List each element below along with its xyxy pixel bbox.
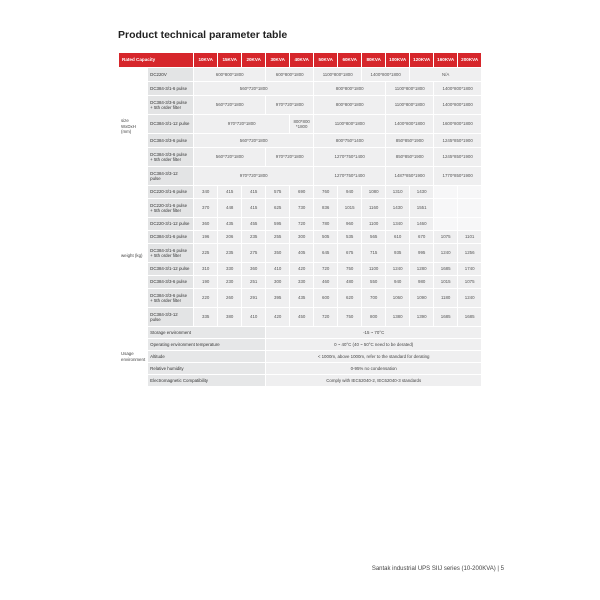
weight-row-label: DC384-3/1-6 pulse + 5th order filter <box>148 244 194 263</box>
weight-value-cell: 410 <box>242 308 266 327</box>
weight-section <box>119 186 482 327</box>
weight-value-cell: 535 <box>338 231 362 244</box>
weight-value-cell: 675 <box>338 244 362 263</box>
weight-value-cell: 1015 <box>434 276 458 289</box>
weight-value-cell: 1430 <box>410 186 434 199</box>
weight-value-cell: 600 <box>314 289 338 308</box>
size-value-cell: 560*720*1800 <box>194 134 314 148</box>
capacity-header: 60KVA <box>338 53 362 68</box>
weight-value-cell: 255 <box>266 231 290 244</box>
weight-value-cell: 780 <box>314 218 338 231</box>
weight-value-cell: 1100 <box>362 218 386 231</box>
environment-group-label: Usage environment <box>119 327 148 387</box>
page-title: Product technical parameter table <box>118 29 288 41</box>
weight-row-label: DC384-3/3-6 pulse + 5th order filter <box>148 289 194 308</box>
size-row-label: DC220V <box>148 68 194 82</box>
weight-value-cell: 448 <box>218 199 242 218</box>
capacity-header: 100KVA <box>386 53 410 68</box>
environment-value-cell: Comply with IEC62040-2, IEC62040-3 standards <box>266 375 482 387</box>
weight-value-cell: 1180 <box>434 289 458 308</box>
size-value-cell: 1100*800*1800 <box>314 115 386 134</box>
weight-value-cell: 1685 <box>434 263 458 276</box>
environment-row-label: Relative humidity <box>148 363 266 375</box>
weight-value-cell: 1080 <box>362 186 386 199</box>
weight-value-cell <box>458 199 482 218</box>
weight-value-cell: 335 <box>194 308 218 327</box>
weight-value-cell: 1100 <box>362 263 386 276</box>
size-value-cell: 1487*850*1900 <box>386 167 434 186</box>
size-value-cell: 1270*750*1400 <box>314 148 386 167</box>
environment-section <box>119 327 482 387</box>
weight-value-cell: 1380 <box>386 308 410 327</box>
capacity-header: 15KVA <box>218 53 242 68</box>
size-value-cell: 800*800 *1800 <box>290 115 314 134</box>
size-group-label: size WxDxH (mm) <box>119 68 148 186</box>
environment-row <box>119 363 482 375</box>
weight-value-cell: 300 <box>266 276 290 289</box>
weight-value-cell: 1160 <box>362 199 386 218</box>
weight-row <box>119 276 482 289</box>
weight-value-cell: 505 <box>314 231 338 244</box>
weight-row <box>119 308 482 327</box>
weight-value-cell: 410 <box>266 263 290 276</box>
weight-row <box>119 244 482 263</box>
weight-value-cell: 1280 <box>410 263 434 276</box>
weight-value-cell: 1685 <box>458 308 482 327</box>
weight-value-cell: 420 <box>290 263 314 276</box>
weight-value-cell: 960 <box>338 218 362 231</box>
weight-value-cell: 1101 <box>458 231 482 244</box>
size-value-cell: 970*720*1800 <box>194 115 290 134</box>
capacity-header: 120KVA <box>410 53 434 68</box>
weight-row <box>119 231 482 244</box>
weight-value-cell: 995 <box>410 244 434 263</box>
weight-value-cell: 196 <box>194 231 218 244</box>
capacity-header: 10KVA <box>194 53 218 68</box>
capacity-header: 80KVA <box>362 53 386 68</box>
size-row <box>119 68 482 82</box>
weight-value-cell: 1740 <box>458 263 482 276</box>
weight-value-cell: 1060 <box>386 289 410 308</box>
weight-value-cell: 415 <box>242 199 266 218</box>
weight-value-cell: 935 <box>386 244 410 263</box>
weight-value-cell: 730 <box>290 199 314 218</box>
weight-value-cell: 450 <box>290 308 314 327</box>
weight-value-cell <box>434 218 458 231</box>
weight-row-label: DC384-3/1-6 pulse <box>148 231 194 244</box>
size-value-cell: 1245*850*1900 <box>434 134 482 148</box>
size-value-cell: 850*850*1900 <box>386 134 434 148</box>
size-value-cell: 1770*850*1900 <box>434 167 482 186</box>
size-value-cell: 800*800*1800 <box>314 82 386 96</box>
weight-value-cell: 415 <box>218 186 242 199</box>
weight-value-cell: 645 <box>314 244 338 263</box>
size-value-cell: 1400*800*1800 <box>434 82 482 96</box>
capacity-header: 200KVA <box>458 53 482 68</box>
weight-value-cell: 405 <box>290 244 314 263</box>
technical-parameter-table <box>118 52 482 387</box>
weight-value-cell: 395 <box>266 289 290 308</box>
environment-row <box>119 351 482 363</box>
weight-value-cell: 230 <box>218 276 242 289</box>
weight-row-label: DC220-3/1-6 pulse <box>148 186 194 199</box>
size-row <box>119 134 482 148</box>
size-value-cell: 800*750*1400 <box>314 134 386 148</box>
weight-row-label: DC220-3/1-12 pulse <box>148 218 194 231</box>
size-value-cell: 1100*800*1800 <box>386 96 434 115</box>
size-value-cell: 1270*750*1400 <box>314 167 386 186</box>
size-value-cell: 1100*800*1800 <box>314 68 362 82</box>
weight-value-cell: 455 <box>242 218 266 231</box>
environment-value-cell: 0-95% no condensation <box>266 363 482 375</box>
size-value-cell: 600*800*1800 <box>266 68 314 82</box>
weight-value-cell: 251 <box>242 276 266 289</box>
weight-value-cell: 360 <box>242 263 266 276</box>
weight-value-cell: 1390 <box>410 308 434 327</box>
size-value-cell: 970*720*1800 <box>266 148 314 167</box>
weight-value-cell: 300 <box>290 231 314 244</box>
environment-value-cell: 0 ~ 40°C (40 ~ 50°C need to be derated) <box>266 339 482 351</box>
weight-row <box>119 218 482 231</box>
capacity-header: 20KVA <box>242 53 266 68</box>
weight-value-cell: 625 <box>266 199 290 218</box>
size-row <box>119 167 482 186</box>
weight-value-cell: 310 <box>194 263 218 276</box>
weight-value-cell: 291 <box>242 289 266 308</box>
size-value-cell: 970*720*1800 <box>266 96 314 115</box>
weight-row <box>119 289 482 308</box>
environment-row <box>119 327 482 339</box>
size-row-label: DC384-3/3-12 pulse <box>148 167 194 186</box>
weight-value-cell: 225 <box>194 244 218 263</box>
weight-value-cell: 720 <box>314 263 338 276</box>
environment-value-cell: -15 ~ 70°C <box>266 327 482 339</box>
size-row-label: DC384-3/3-6 pulse + 5th order filter <box>148 96 194 115</box>
environment-row-label: Altitude <box>148 351 266 363</box>
size-row-label: DC384-3/3-6 pulse <box>148 134 194 148</box>
weight-value-cell: 480 <box>338 276 362 289</box>
weight-value-cell: 1240 <box>458 289 482 308</box>
environment-row <box>119 375 482 387</box>
rated-capacity-header: Rated Capacity <box>119 53 194 68</box>
weight-value-cell: 750 <box>338 263 362 276</box>
environment-value-cell: < 1000m, above 1000m, refer to the standard for derating <box>266 351 482 363</box>
size-row <box>119 115 482 134</box>
weight-value-cell: 836 <box>314 199 338 218</box>
weight-value-cell: 380 <box>218 308 242 327</box>
capacity-header: 40KVA <box>290 53 314 68</box>
weight-value-cell: 275 <box>242 244 266 263</box>
weight-value-cell: 1310 <box>386 186 410 199</box>
weight-value-cell: 206 <box>218 231 242 244</box>
size-value-cell: 560*720*1800 <box>194 96 266 115</box>
size-row <box>119 148 482 167</box>
weight-value-cell: 550 <box>362 276 386 289</box>
size-value-cell: 1400*800*1800 <box>362 68 410 82</box>
weight-value-cell: 1015 <box>338 199 362 218</box>
weight-value-cell: 690 <box>290 186 314 199</box>
weight-value-cell: 720 <box>290 218 314 231</box>
weight-value-cell <box>458 218 482 231</box>
weight-row-label: DC384-3/3-12 pulse <box>148 308 194 327</box>
weight-value-cell: 1075 <box>458 276 482 289</box>
weight-value-cell: 595 <box>266 218 290 231</box>
weight-value-cell: 940 <box>338 186 362 199</box>
size-value-cell: 800*800*1800 <box>314 96 386 115</box>
weight-value-cell: 575 <box>266 186 290 199</box>
weight-value-cell: 720 <box>314 308 338 327</box>
weight-value-cell: 370 <box>194 199 218 218</box>
weight-value-cell: 760 <box>314 186 338 199</box>
environment-row-label: Operating environment temperature <box>148 339 266 351</box>
size-value-cell: 1245*850*1900 <box>434 148 482 167</box>
weight-value-cell: 235 <box>218 244 242 263</box>
weight-value-cell: 1460 <box>410 218 434 231</box>
size-value-cell: 560*720*1800 <box>194 148 266 167</box>
weight-row <box>119 199 482 218</box>
size-section <box>119 68 482 186</box>
weight-value-cell: 350 <box>266 244 290 263</box>
capacity-header: 30KVA <box>266 53 290 68</box>
weight-value-cell: 565 <box>362 231 386 244</box>
weight-row-label: DC220-3/1-6 pulse + 5th order filter <box>148 199 194 218</box>
weight-value-cell: 620 <box>338 289 362 308</box>
weight-value-cell: 800 <box>362 308 386 327</box>
weight-row-label: DC384-3/3-6 pulse <box>148 276 194 289</box>
weight-value-cell: 435 <box>218 218 242 231</box>
weight-value-cell: 190 <box>194 276 218 289</box>
size-value-cell: 850*850*1900 <box>386 148 434 167</box>
weight-value-cell: 980 <box>410 276 434 289</box>
capacity-header: 160KVA <box>434 53 458 68</box>
weight-value-cell: 1551 <box>410 199 434 218</box>
size-value-cell: 1400*800*1800 <box>434 96 482 115</box>
weight-value-cell: 235 <box>242 231 266 244</box>
weight-value-cell: 1075 <box>434 231 458 244</box>
weight-value-cell: 1256 <box>458 244 482 263</box>
table-header-row <box>119 53 482 68</box>
weight-value-cell: 700 <box>362 289 386 308</box>
weight-value-cell: 1340 <box>386 218 410 231</box>
size-row <box>119 82 482 96</box>
weight-value-cell <box>458 186 482 199</box>
size-value-cell: 1600*800*1800 <box>434 115 482 134</box>
size-value-cell: 1400*800*1800 <box>386 115 434 134</box>
size-value-cell: N/A <box>410 68 482 82</box>
size-row-label: DC384-3/3-6 pulse + 5th order filter <box>148 148 194 167</box>
capacity-header: 50KVA <box>314 53 338 68</box>
size-value-cell: 560*720*1800 <box>194 82 314 96</box>
weight-value-cell: 340 <box>194 186 218 199</box>
weight-value-cell: 1685 <box>434 308 458 327</box>
weight-value-cell: 1430 <box>386 199 410 218</box>
weight-value-cell: 670 <box>410 231 434 244</box>
weight-value-cell: 1240 <box>386 263 410 276</box>
weight-value-cell: 260 <box>218 289 242 308</box>
size-row-label: DC384-3/1-6 pulse <box>148 82 194 96</box>
weight-value-cell: 415 <box>242 186 266 199</box>
weight-value-cell: 1240 <box>434 244 458 263</box>
environment-row-label: Storage environment <box>148 327 266 339</box>
size-value-cell: 970*720*1800 <box>194 167 314 186</box>
weight-value-cell: 420 <box>266 308 290 327</box>
page-footer: Santak industrial UPS SIIJ series (10-200KVA) | 5 <box>371 566 504 572</box>
environment-row <box>119 339 482 351</box>
weight-value-cell: 1090 <box>410 289 434 308</box>
weight-value-cell <box>434 186 458 199</box>
size-row <box>119 96 482 115</box>
weight-value-cell: 940 <box>386 276 410 289</box>
weight-value-cell: 715 <box>362 244 386 263</box>
weight-row <box>119 263 482 276</box>
weight-value-cell: 750 <box>338 308 362 327</box>
size-value-cell: 1100*800*1800 <box>386 82 434 96</box>
weight-value-cell: 220 <box>194 289 218 308</box>
weight-value-cell: 330 <box>290 276 314 289</box>
weight-value-cell: 460 <box>314 276 338 289</box>
weight-value-cell: 610 <box>386 231 410 244</box>
weight-row <box>119 186 482 199</box>
weight-value-cell: 435 <box>290 289 314 308</box>
environment-row-label: Electromagnetic Compatibility <box>148 375 266 387</box>
weight-value-cell: 330 <box>218 263 242 276</box>
size-value-cell: 600*800*1800 <box>194 68 266 82</box>
weight-row-label: DC384-3/1-12 pulse <box>148 263 194 276</box>
size-row-label: DC384-3/1-12 pulse <box>148 115 194 134</box>
weight-group-label: weight (kg) <box>119 186 148 327</box>
weight-value-cell: 360 <box>194 218 218 231</box>
weight-value-cell <box>434 199 458 218</box>
